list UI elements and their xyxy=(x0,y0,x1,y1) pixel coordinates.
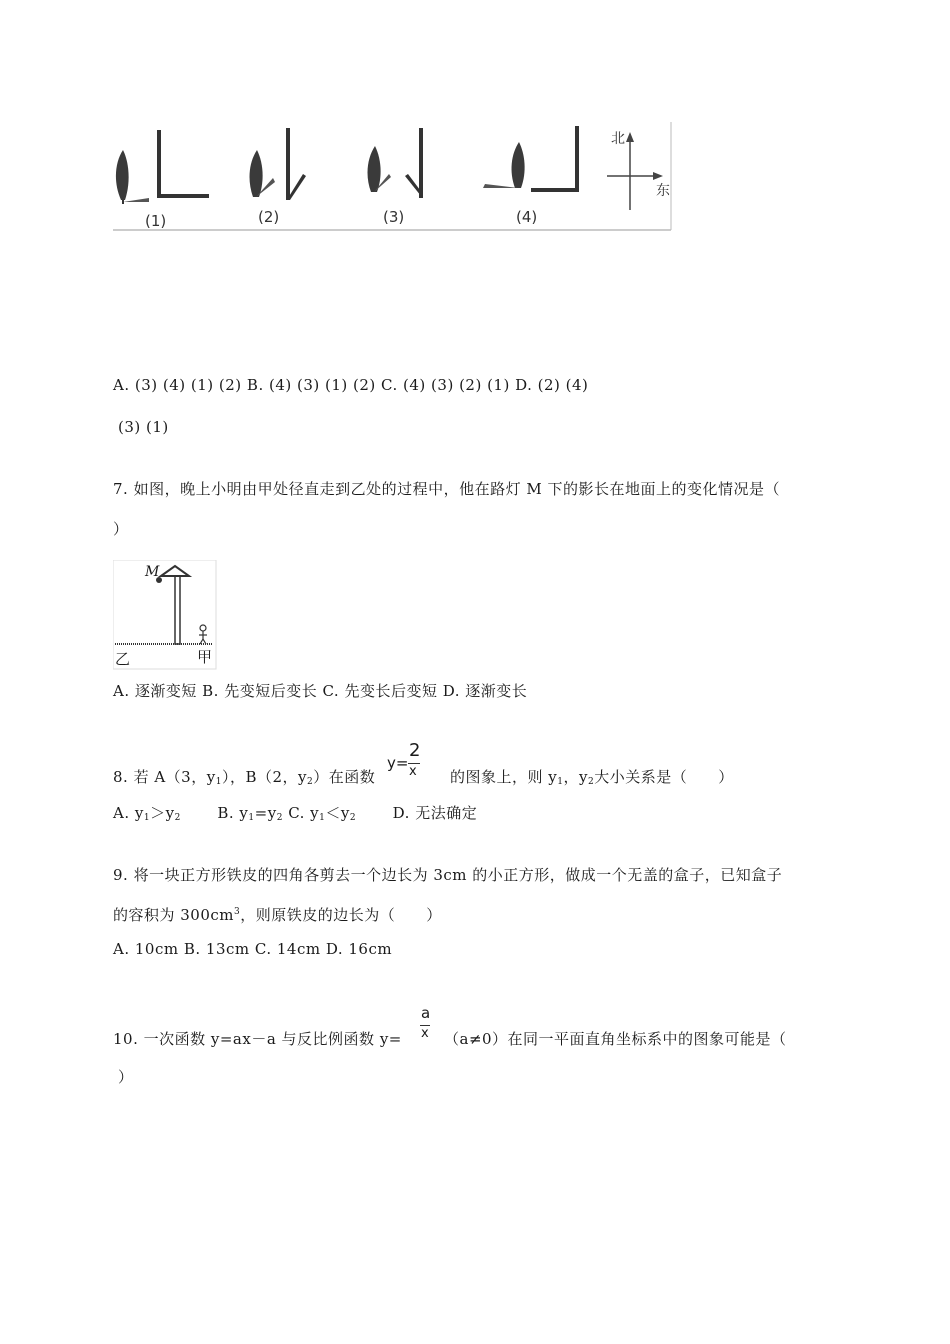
scene-2 xyxy=(250,128,306,200)
q9-options: A. 10cm B. 13cm C. 14cm D. 16cm xyxy=(113,940,393,958)
q9-stem-line2 xyxy=(113,904,442,925)
q8-stem-mid2: ）在函数 xyxy=(313,768,376,786)
q9-sup: 3 xyxy=(234,907,241,917)
q7-label-jia: 甲 xyxy=(197,648,213,666)
caption-1: (1) xyxy=(145,212,167,230)
q8-sub2: 2 xyxy=(306,777,314,787)
compass-east-label: 东 xyxy=(656,183,670,199)
q8-opt-b-sub2: 2 xyxy=(276,813,283,823)
q10-stem-post: （a≠0）在同一平面直角坐标系中的图象可能是（ xyxy=(444,1030,787,1048)
q8-opt-d: D. 无法确定 xyxy=(392,804,478,822)
caption-2: (2) xyxy=(258,208,280,226)
q9-stem-line1: 9. 将一块正方形铁皮的四角各剪去一个边长为 3cm 的小正方形，做成一个无盖的盒子，已知盒子 xyxy=(113,866,783,884)
q8-opt-c-sub1: 1 xyxy=(319,813,326,823)
compass-north-label: 北 xyxy=(611,131,625,147)
shadow-figure xyxy=(113,122,673,234)
scene-3 xyxy=(368,128,423,198)
scene-4 xyxy=(483,126,579,192)
q8-sub3: 1 xyxy=(557,777,564,787)
q8-opt-a-pre: A. y xyxy=(113,804,144,822)
q8-opt-c-sub2: 2 xyxy=(349,813,357,823)
q8-stem xyxy=(113,766,375,787)
q7-stem-line2: ） xyxy=(113,520,129,538)
q10-func-num: a xyxy=(421,1004,431,1022)
caption-4: (4) xyxy=(516,208,538,226)
q8-func-den: x xyxy=(409,764,417,779)
q8-stem-post xyxy=(450,766,734,787)
q7-options: A. 逐渐变短 B. 先变短后变长 C. 先变长后变短 D. 逐渐变长 xyxy=(113,682,528,700)
q10-stem-line2: ） xyxy=(118,1068,134,1086)
q8-stem-post-a: 的图象上，则 y xyxy=(450,768,558,786)
q10-func-den: x xyxy=(421,1026,429,1041)
q8-sub1: 1 xyxy=(215,777,222,787)
q8-opt-b-sub1: 1 xyxy=(248,813,255,823)
q8-opt-b-pre: B. y xyxy=(217,804,249,822)
q8-stem-pre: 8. 若 A（3，y xyxy=(113,768,216,786)
q9-stem-line2-pre: 的容积为 300cm xyxy=(113,906,235,924)
q7-label-m: M xyxy=(145,564,160,580)
q8-opt-b-mid: =y xyxy=(254,804,277,822)
q8-opt-a-sub2: 2 xyxy=(174,813,181,823)
q8-opt-a-sub1: 1 xyxy=(143,813,151,823)
q8-stem-post-c: 大小关系是（ ） xyxy=(594,768,734,786)
q8-sub4: 2 xyxy=(587,777,595,787)
scene-1 xyxy=(116,130,209,204)
caption-3: (3) xyxy=(383,208,405,226)
q8-opt-c-pre: C. y xyxy=(282,804,320,822)
q7-stem-line1: 7. 如图，晚上小明由甲处径直走到乙处的过程中，他在路灯 M 下的影长在地面上的变化情况是（ xyxy=(113,480,780,498)
q6-options-line1: A. (3) (4) (1) (2) B. (4) (3) (1) (2) C. (4) (3) (2) (1) D. (2) (4) xyxy=(113,376,589,394)
q8-opt-a-mid: ＞y xyxy=(150,804,175,822)
q7-label-yi: 乙 xyxy=(115,650,131,668)
q8-opt-c-mid: ＜y xyxy=(325,804,350,822)
q8-options xyxy=(113,802,477,823)
q8-stem-mid1: ），B（2，y xyxy=(221,768,307,786)
q10-stem-pre: 10. 一次函数 y=ax－a 与反比例函数 y= xyxy=(113,1030,402,1048)
q9-stem-line2-post: ，则原铁皮的边长为（ ） xyxy=(240,906,442,924)
q8-func-num: 2 xyxy=(409,740,421,761)
q8-func-lhs: y= xyxy=(387,754,409,772)
q7-lamp-figure xyxy=(113,560,217,670)
q8-stem-post-b: ，y xyxy=(563,768,588,786)
q6-options-line2: (3) (1) xyxy=(118,418,169,436)
